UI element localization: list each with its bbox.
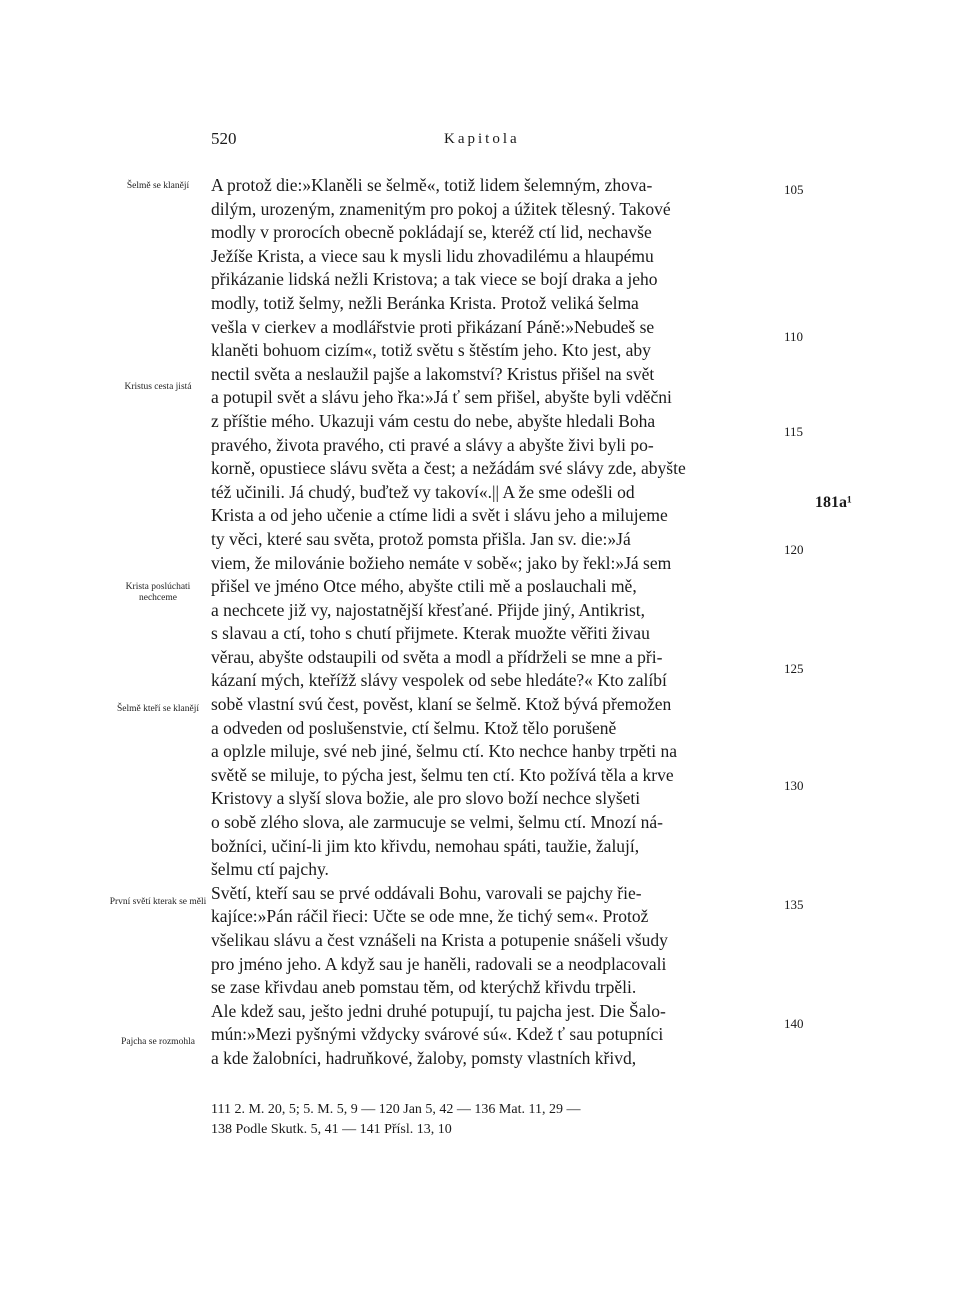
text-line: božníci, učiní-li jim kto křivdu, nemohau spáti, taužie, žalují, — [211, 835, 640, 856]
text-line: Světí, kteří sau se prvé oddávali Bohu, varovali se pajchy řie- — [211, 882, 642, 903]
text-line: o sobě zlého slova, ale zarmucuje se velmi, šelmu ctí. Mnozí ná- — [211, 812, 663, 833]
text-line: vešla v cierkev a modlářstvie proti přikázaní Páně:»Nebudeš se — [211, 316, 655, 337]
margin-note: Krista poslúchati nechceme — [125, 582, 191, 603]
text-line: též učinili. Já chudý, buďtež vy takoví«.|| A že sme odešli od — [211, 481, 635, 502]
main-text — [211, 174, 791, 1071]
margin-note: Šelmě kteří se klanějí — [116, 704, 200, 714]
margin-note: Pajcha se rozmohla — [121, 1037, 195, 1047]
line-number: 130 — [784, 778, 804, 793]
text-line: Ale kdež sau, ješto jedni druhé potupují, tu pajcha jest. Die Šalo- — [211, 1000, 666, 1021]
text-line: a oplzle miluje, své neb jiné, šelmu ctí. Kto nechce hanby trpěti na — [211, 741, 678, 762]
text-line: modly, totiž šelmy, nežli Beránka Krista. Protož veliká šelma — [211, 292, 639, 313]
text-line: a nechcete již vy, najostatnější křesťané. Přijde jiný, Antikrist, — [211, 599, 646, 620]
text-line: Krista a od jeho učenie a ctíme lidi a svět i slávu jeho a milujeme — [211, 505, 668, 526]
line-number: 135 — [784, 897, 804, 912]
text-line: viem, že milovánie božieho nemáte v sobě«; jako by řekl:»Já sem — [211, 552, 672, 573]
text-line: pravého, života pravého, cti pravé a slávy a abyšte živi byli po- — [211, 434, 654, 455]
text-line: s slavau a ctí, toho s chutí přijmete. Kterak muožte věřiti živau — [211, 623, 650, 644]
text-line: přišel ve jméno Otce mého, abyšte ctili mě a poslauchali mě, — [211, 576, 637, 597]
text-line: kázaní mých, kteřížž slávy vespolek od sebe hledáte?« Kto zalíbí — [211, 670, 667, 691]
footnote-line: 111 2. M. 20, 5; 5. M. 5, 9 — 120 Jan 5, 42 — 136 Mat. 11, 29 — — [211, 1102, 581, 1117]
text-line: se zase křivdau aneb pomstau těm, od kterýchž křivdu trpěli. — [211, 977, 637, 998]
text-line: a kde žalobníci, hadruňkové, žaloby, pomsty vlastních křivd, — [211, 1047, 637, 1068]
text-line: přikázanie lidská nežli Kristova; a tak viece se bojí draka a jeho — [211, 269, 658, 290]
text-line: modly v prorocích obecně pokládají se, kteréž ctí lid, nechavše — [211, 222, 652, 243]
page-number: 520 — [211, 129, 237, 148]
text-line: mún:»Mezi pyšnými vždycky svárové sú«. Kdež ť sau potupníci — [211, 1024, 664, 1045]
line-number: 120 — [784, 542, 804, 557]
text-line: Ježíše Krista, a viece sau k mysli lidu zhovadilému a hlaupému — [211, 245, 654, 266]
text-line: všelikau slávu a čest vznášeli na Krista a potupenie snášeli všudy — [211, 930, 668, 950]
folio-marker: 181a¹ — [815, 494, 852, 511]
line-number: 140 — [784, 1016, 804, 1031]
line-number: 125 — [784, 661, 804, 676]
text-line: věrau, abyšte odstaupili od světa a modl a přídrželi se mne a při- — [211, 646, 663, 667]
text-line: a odveden od poslušenstvie, ctí šelmu. Ktož tělo porušeně — [211, 717, 617, 738]
footnotes — [211, 1100, 811, 1140]
running-title: Kapitola — [444, 131, 520, 147]
text-line: dilým, urozeným, znamenitým pro pokoj a úžitek tělesný. Takové — [211, 198, 671, 219]
text-line: nectil světa a neslaužil pajše a lakomství? Kristus přišel na svět — [211, 363, 655, 384]
text-line: klaněti bohuom cizím«, totiž světu s štěstím jeho. Kto jest, aby — [211, 340, 651, 361]
text-line: A protož die:»Klaněli se šelmě«, totiž lidem šelemným, zhova- — [211, 175, 653, 195]
line-number: 105 — [784, 182, 804, 197]
footnote-line: 138 Podle Skutk. 5, 41 — 141 Přísl. 13, 10 — [211, 1122, 452, 1137]
line-number: 110 — [784, 329, 804, 344]
text-line: korně, opustiece slávu světa a čest; a nežádám své slávy zde, abyšte — [211, 458, 686, 479]
margin-note: Šelmě se klanějí — [126, 181, 190, 191]
text-line: šelmu ctí pajchy. — [211, 859, 329, 880]
text-line: kajíce:»Pán ráčil řieci: Učte se ode mne, že tichý sem«. Protož — [211, 906, 649, 927]
line-number: 115 — [784, 424, 804, 439]
margin-note: Kristus cesta jistá — [124, 382, 192, 392]
text-line: světě se miluje, to pýcha jest, šelmu ten ctí. Kto požívá těla a krve — [211, 764, 674, 785]
text-line: pro jméno jeho. A když sau je haněli, radovali se a neodplacovali — [211, 953, 667, 974]
text-line: a potupil svět a slávu jeho řka:»Já ť sem přišel, abyšte byli vděčni — [211, 387, 672, 408]
text-line: ty věci, které sau světa, protož pomsta přišla. Jan sv. die:»Já — [211, 528, 631, 549]
margin-note: První světí kterak se měli — [109, 897, 207, 907]
text-line: sobě vlastní svú čest, pověst, klaní se šelmě. Ktož bývá přemožen — [211, 694, 672, 715]
text-line: z příštie mého. Ukazuji vám cestu do nebe, abyšte hledali Boha — [211, 410, 656, 431]
text-line: Kristovy a slyší slova božie, ale pro slovo boží nechce slyšeti — [211, 788, 641, 809]
